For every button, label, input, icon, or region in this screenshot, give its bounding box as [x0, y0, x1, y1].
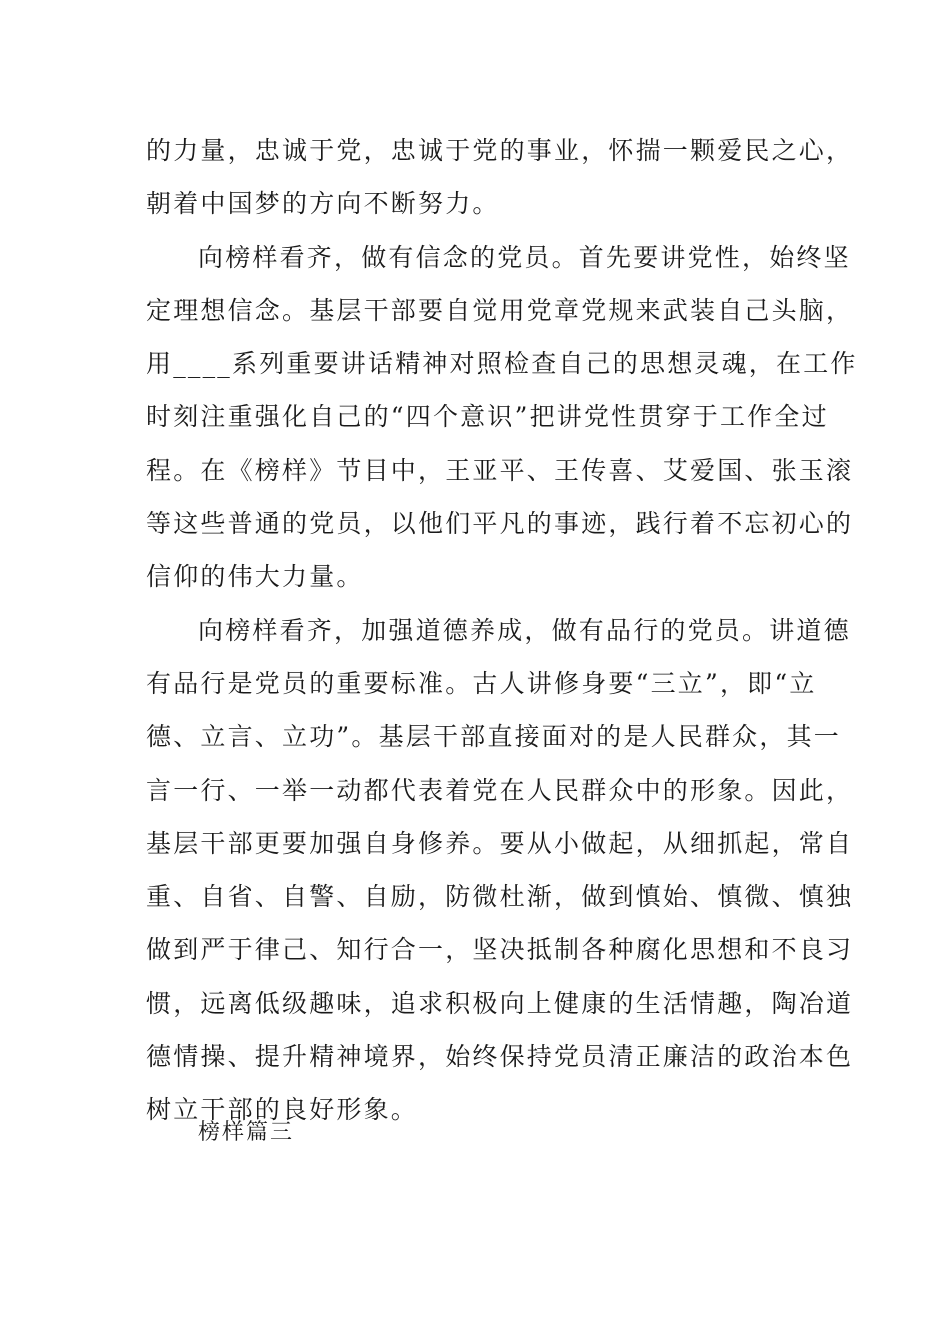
text-line: 程。在《榜样》节目中，王亚平、王传喜、艾爱国、张玉滚 [146, 455, 854, 485]
paragraph-first-line: 向榜样看齐，加强道德养成，做有品行的党员。讲道德 [198, 615, 851, 645]
text-line: 朝着中国梦的方向不断努力。 [146, 189, 500, 219]
text-line: 树立干部的良好形象。 [146, 1095, 419, 1125]
text-line: 德、立言、立功”。基层干部直接面对的是人民群众，其一 [146, 722, 841, 752]
text-line: 惯，远离低级趣味，追求积极向上健康的生活情趣，陶冶道 [146, 988, 854, 1018]
text-line: 时刻注重强化自己的“四个意识”把讲党性贯穿于工作全过 [146, 402, 829, 432]
text-line: 德情操、提升精神境界，始终保持党员清正廉洁的政治本色 [146, 1042, 854, 1072]
document-body [146, 124, 858, 1137]
section-heading: 榜样篇三 [198, 1120, 295, 1145]
text-line: 做到严于律己、知行合一，坚决抵制各种腐化思想和不良习 [146, 935, 854, 965]
text-line: 信仰的伟大力量。 [146, 562, 364, 592]
text-line: 基层干部更要加强自身修养。要从小做起，从细抓起，常自 [146, 828, 854, 858]
text-line: 有品行是党员的重要标准。古人讲修身要“三立”，即“立 [146, 668, 817, 698]
text-line: 定理想信念。基层干部要自觉用党章党规来武装自己头脑， [146, 295, 854, 325]
text-line: 等这些普通的党员，以他们平凡的事迹，践行着不忘初心的 [146, 509, 854, 539]
paragraph-first-line: 向榜样看齐，做有信念的党员。首先要讲党性，始终坚 [198, 242, 851, 272]
text-line: 言一行、一举一动都代表着党在人民群众中的形象。因此， [146, 775, 854, 805]
text-line: 重、自省、自警、自励，防微杜渐，做到慎始、慎微、慎独 [146, 882, 854, 912]
text-line: 用____系列重要讲话精神对照检查自己的思想灵魂，在工作 [146, 349, 858, 379]
text-line: 的力量，忠诚于党，忠诚于党的事业，怀揣一颗爱民之心， [146, 136, 854, 165]
